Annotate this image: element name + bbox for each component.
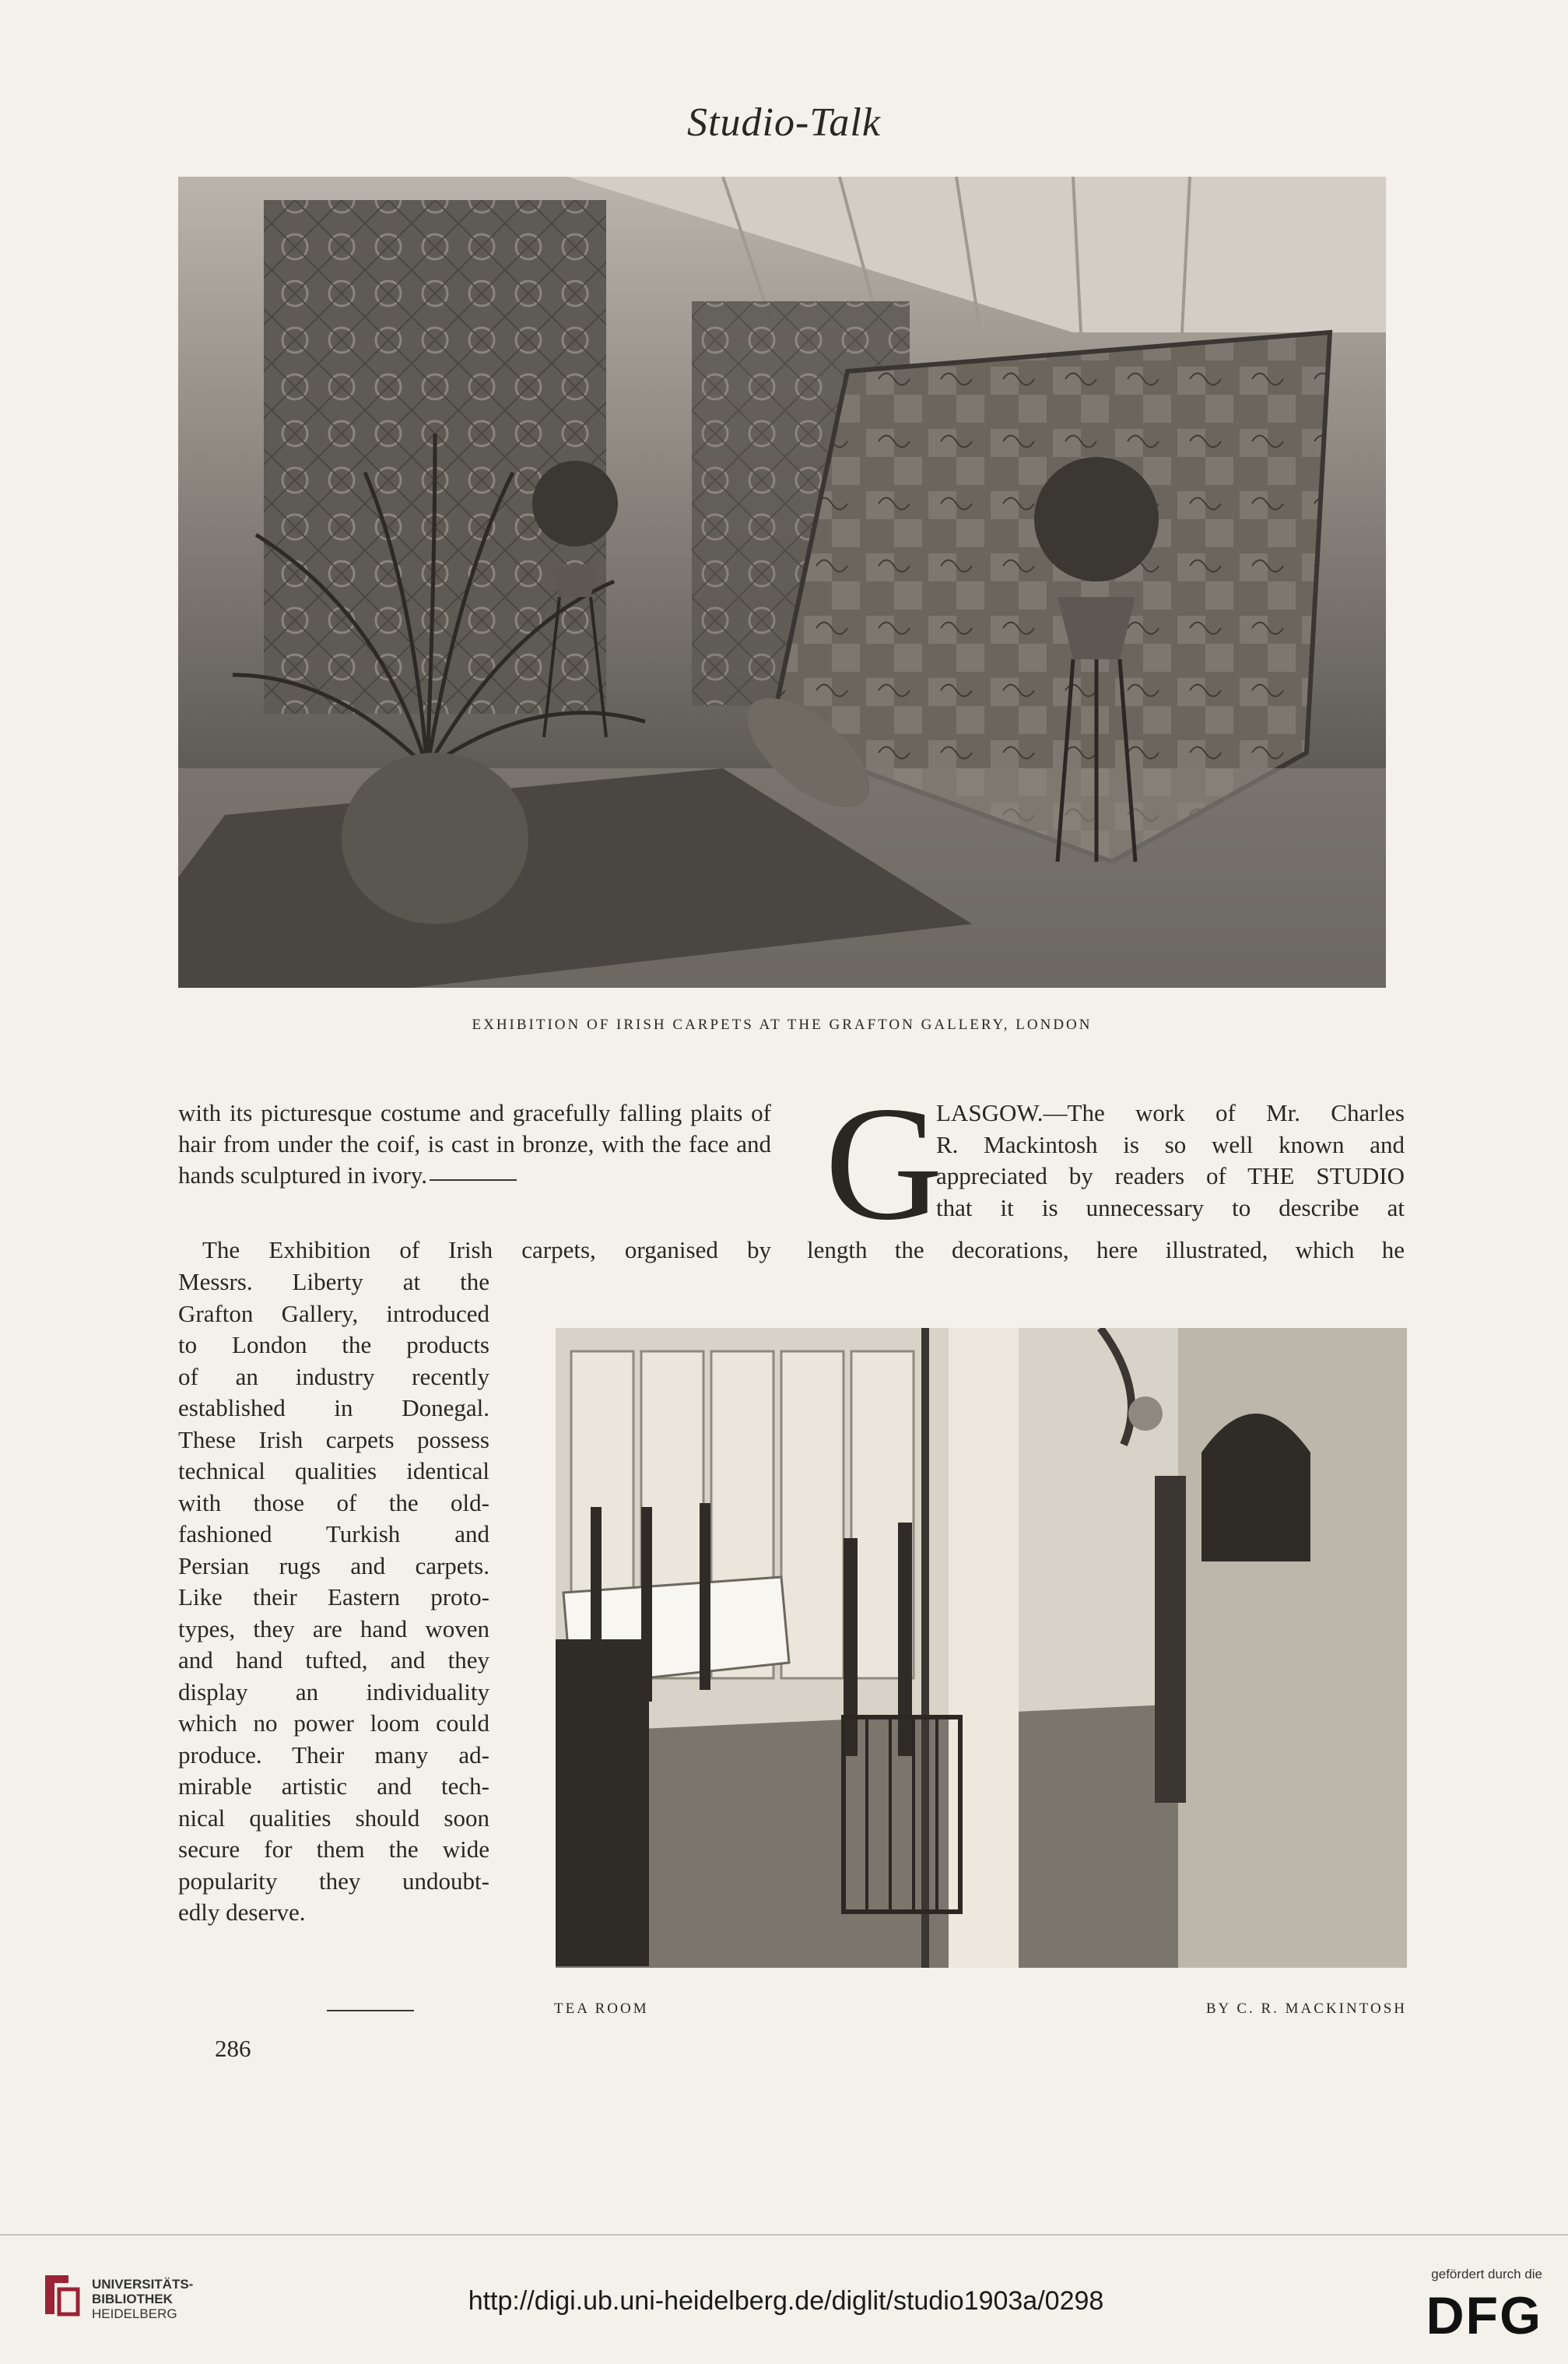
text-line: and hand tufted, and they [178,1646,489,1674]
tea-room-caption: TEA ROOM [554,2000,649,2017]
library-name-line-3: HEIDELBERG [92,2306,177,2321]
text-line: to London the products [178,1331,489,1358]
text-line: established in Donegal. [178,1394,489,1421]
right-paragraph-full-line: length the decorations, here illustrated, which he [807,1236,1405,1263]
left-paragraph-1 [178,1098,771,1191]
library-name [92,2277,193,2321]
text-line: types, they are hand woven [178,1614,489,1642]
text-line: of an industry recently [178,1362,489,1390]
exhibition-caption: EXHIBITION OF IRISH CARPETS AT THE GRAFTON GALLERY, LONDON [472,1017,1093,1033]
running-head: Studio-Talk [687,100,881,145]
text-line: These Irish carpets possess [178,1425,489,1453]
drop-cap: G [825,1073,943,1254]
library-name-line-1: UNIVERSITÄTS- [92,2277,194,2292]
text-line: produce. Their many ad- [178,1741,489,1769]
text-line: mirable artistic and tech- [178,1772,489,1800]
library-name-line-2: BIBLIOTHEK [92,2292,173,2306]
text-line: nical qualities should soon [178,1804,489,1832]
footer-divider [0,2234,1568,2236]
text-line: Persian rugs and carpets. [178,1551,489,1579]
text-line: that it is unnecessary to describe at [936,1193,1405,1221]
text-line: technical qualities identical [178,1457,489,1484]
dfg-logo: DFG [1426,2286,1542,2345]
text-line: Messrs. Liberty at the [178,1268,489,1295]
text-line: LASGOW.—The work of Mr. Charles [936,1099,1405,1126]
funded-by-label: gefördert durch die [1431,2267,1542,2281]
left-paragraph-2-body [178,1266,489,1929]
text-line: Grafton Gallery, introduced [178,1299,489,1327]
text-line: Like their Eastern proto- [178,1583,489,1611]
text-line: with those of the old- [178,1488,489,1516]
text-line: R. Mackintosh is so well known and [936,1130,1405,1158]
text-line: fashioned Turkish and [178,1520,489,1547]
text-line: appreciated by readers of THE STUDIO [936,1162,1405,1189]
left-paragraph-1-text: with its picturesque costume and gracefully falling plaits of hair from under the coif, is cast in bronze, with the face and hands sculptured in ivory. [178,1099,771,1189]
right-paragraph-lines [936,1098,1405,1224]
section-rule-2 [327,2010,414,2011]
text-line: secure for them the wide [178,1835,489,1863]
library-logo-icon [37,2267,84,2322]
text-line: edly deserve. [178,1899,306,1926]
section-rule-1 [430,1179,517,1181]
tea-room-credit: BY C. R. MACKINTOSH [1205,2000,1407,2017]
left-paragraph-2-lead: The Exhibition of Irish carpets, organised by [202,1236,771,1263]
text-line: popularity they undoubt- [178,1867,489,1895]
text-line: which no power loom could [178,1709,489,1737]
page-number: 286 [215,2035,251,2062]
tea-room-photo [556,1328,1407,1968]
source-url-link[interactable]: http://digi.ub.uni-heidelberg.de/diglit/studio1903a/0298 [468,2286,1104,2316]
text-line: display an individuality [178,1677,489,1705]
exhibition-photo [178,177,1386,988]
